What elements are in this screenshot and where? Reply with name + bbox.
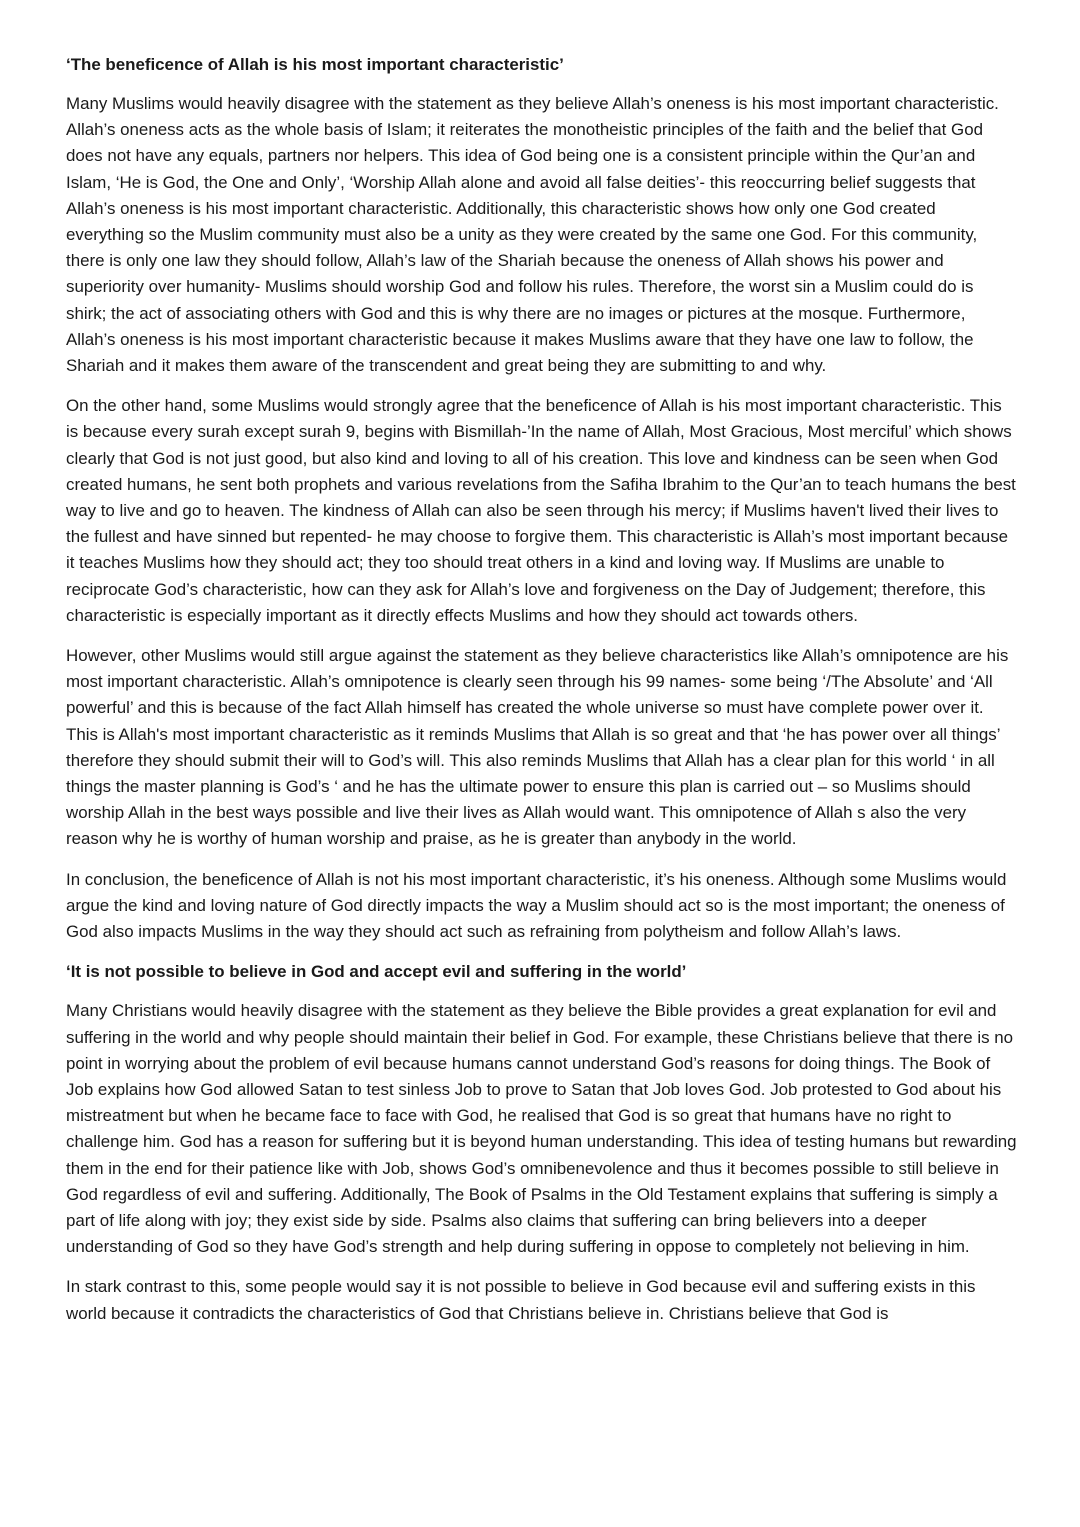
essay2-title: ‘It is not possible to believe in God and accept evil and suffering in the world’ [66,962,687,982]
essay2-paragraph-2: In stark contrast to this, some people would say it is not possible to believe in God because evil and suffering exists in this world because it contradicts the characteristics of God that Christians believe in. Christians believe that God is [66,1277,976,1323]
essay1-paragraph-4: In conclusion, the beneficence of Allah is not his most important characteristic, it’s his oneness. Although some Muslims would argue the kind and loving nature of God directly impacts the way a Muslim should act so is the most important; the oneness of God also impacts Muslims in the way they should act such as refraining from polytheism and follow Allah’s laws. [66,869,1007,942]
essay1-title: ‘The beneficence of Allah is his most important characteristic’ [66,55,564,74]
document-page [66,52,1018,1341]
essay2-paragraph-1: Many Christians would heavily disagree with the statement as they believe the Bible provides a great explanation for evil and suffering in the world and why people should maintain their belief in God. For example, these Christians believe that there is no point in worrying about the problem of evil because humans cannot understand God’s reasons for doing things. The Book of Job explains how God allowed Satan to test sinless Job to prove to Satan that Job loves God. Job protested to God about his mistreatment but when he became face to face with God, he realised that God is so great that humans have no right to challenge him. God has a reason for suffering but it is beyond human understanding. This idea of testing humans but rewarding them in the end for their patience like with Job, shows God’s omnibenevolence and thus it becomes possible to still believe in God regardless of evil and suffering. Additionally, The Book of Psalms in the Old Testament explains that suffering is simply a part of life along with joy; they exist side by side. Psalms also claims that suffering can bring believers into a deeper understanding of God so they have God’s strength and help during suffering in oppose to completely not believing in him. [66,1001,1017,1257]
essay1-paragraph-3: However, other Muslims would still argue against the statement as they believe characteristics like Allah’s omnipotence are his most important characteristic. Allah’s omnipotence is clearly seen through his 99 names- some being ‘/The Absolute’ and ‘All powerful’ and this is because of the fact Allah himself has created the whole universe so must have complete power over it. This is Allah's most important characteristic as it reminds Muslims that Allah is so great and that ‘he has power over all things’ therefore they should submit their will to God’s will. This also reminds Muslims that Allah has a clear plan for this world ‘ in all things the master planning is God’s ‘ and he has the ultimate power to ensure this plan is carried out – so Muslims should worship Allah in the best ways possible and live their lives as Allah would want. This omnipotence of Allah s also the very reason why he is worthy of human worship and praise, as he is greater than anybody in the world. [66,646,1009,849]
essay1-paragraph-2: On the other hand, some Muslims would strongly agree that the beneficence of Allah is his most important characteristic. This is because every surah except surah 9, begins with Bismillah-’In the name of Allah, Most Gracious, Most merciful’ which shows clearly that God is not just good, but also kind and loving to all of his creation. This love and kindness can be seen when God created humans, he sent both prophets and various revelations from the Safiha Ibrahim to the Qur’an to teach humans the best way to live and go to heaven. The kindness of Allah can also be seen through his mercy; if Muslims haven't lived their lives to the fullest and have sinned but repented- he may choose to forgive them. This characteristic is Allah’s most important because it teaches Muslims how they should act; they too should treat others in a kind and loving way. If Muslims are unable to reciprocate God’s characteristic, how can they ask for Allah’s love and forgiveness on the Day of Judgement; therefore, this characteristic is especially important as it directly effects Muslims and how they should act towards others. [66,396,1016,625]
essay1-paragraph-1: Many Muslims would heavily disagree with the statement as they believe Allah’s oneness is his most important characteristic. Allah’s oneness acts as the whole basis of Islam; it reiterates the monotheistic principles of the faith and the belief that God does not have any equals, partners nor helpers. This idea of God being one is a consistent principle within the Qur’an and Islam, ‘He is God, the One and Only’, ‘Worship Allah alone and avoid all false deities’- this reoccurring belief suggests that Allah’s oneness is his most important characteristic. Additionally, this characteristic shows how only one God created everything so the Muslim community must also be a unity as they were created by the same one God. For this community, there is only one law they should follow, Allah’s law of the Shariah because the oneness of Allah shows his power and superiority over humanity- Muslims should worship God and follow his rules. Therefore, the worst sin a Muslim could do is shirk; the act of associating others with God and this is why there are no images or pictures at the mosque. Furthermore, Allah’s oneness is his most important characteristic because it makes Muslims aware that they have one law to follow, the Shariah and it makes them aware of the transcendent and great being they are submitting to and why. [66,94,999,376]
